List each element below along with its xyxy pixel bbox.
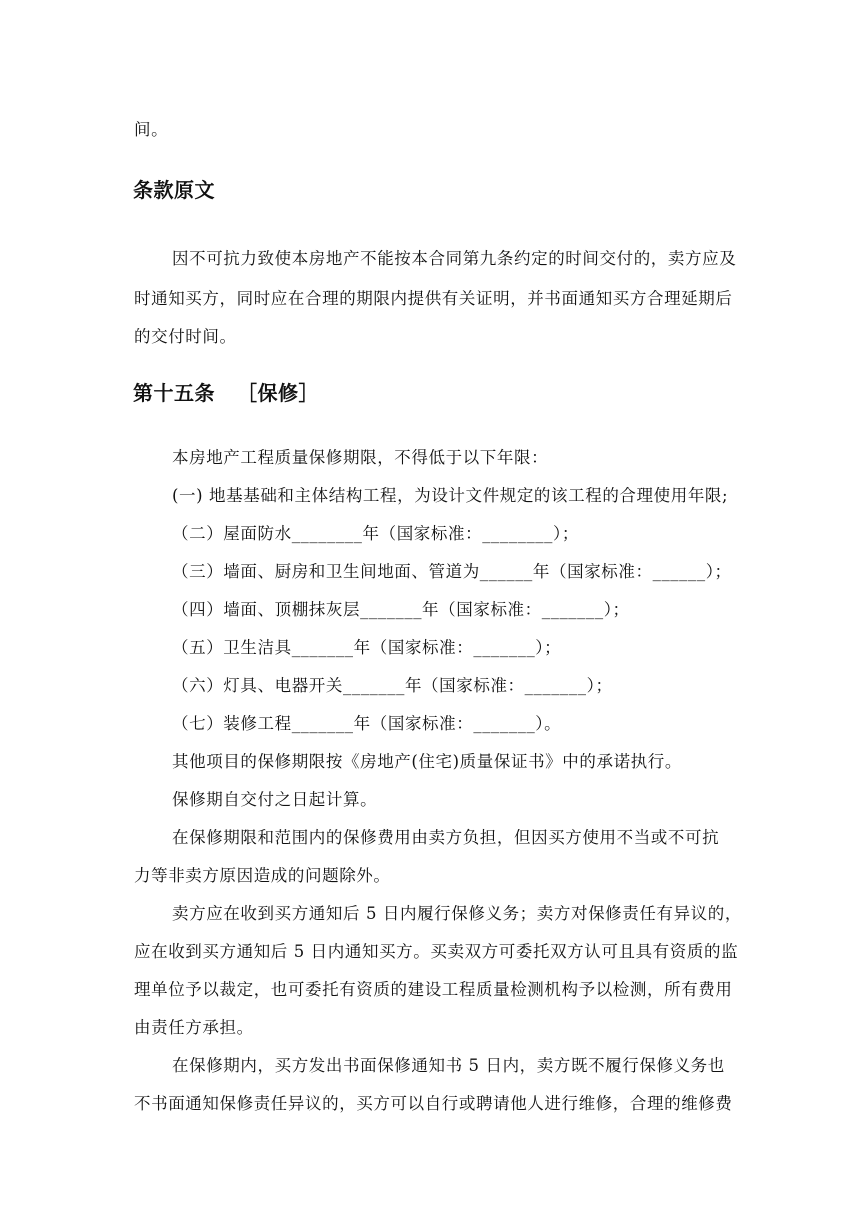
seller-paragraph-line: 由责任方承担。 [134, 1018, 254, 1037]
cost-paragraph-line: 力等非卖方原因造成的问题除外。 [134, 866, 391, 885]
seller-paragraph-line: 理单位予以裁定，也可委托有资质的建设工程质量检测机构予以检测，所有费用 [134, 980, 733, 999]
clause-paragraph-line: 的交付时间。 [134, 327, 237, 346]
warranty-other-line: 其他项目的保修期限按《房地产(住宅)质量保证书》中的承诺执行。 [172, 752, 682, 771]
warranty-item-line: （五）卫生洁具_______年（国家标准：_______）； [172, 638, 562, 657]
warranty-item-line: （三）墙面、厨房和卫生间地面、管道为______年（国家标准：______）； [172, 562, 732, 581]
warranty-item-line: (一) 地基基础和主体结构工程，为设计文件规定的该工程的合理使用年限; [172, 486, 729, 505]
warranty-item-line: （四）墙面、顶棚抹灰层_______年（国家标准：_______）； [172, 600, 630, 619]
period-paragraph-line: 不书面通知保修责任异议的，买方可以自行或聘请他人进行维修，合理的维修费 [134, 1094, 733, 1113]
warranty-start-line: 保修期自交付之日起计算。 [172, 790, 378, 809]
seller-paragraph-line: 卖方应在收到买方通知后 5 日内履行保修义务；卖方对保修责任有异议的， [172, 904, 742, 923]
article-heading [133, 381, 319, 405]
seller-paragraph-line: 应在收到买方通知后 5 日内通知买方。买卖双方可委托双方认可且具有资质的监 [134, 942, 739, 961]
warranty-item-line: （二）屋面防水________年（国家标准：________）； [172, 524, 579, 543]
intro-tail-text: 间。 [134, 120, 169, 139]
clause-paragraph-line: 因不可抗力致使本房地产不能按本合同第九条约定的时间交付的，卖方应及 [172, 249, 737, 268]
warranty-item-line: （七）装修工程_______年（国家标准：_______）。 [172, 714, 562, 733]
article-title: ［保修］ [237, 381, 319, 405]
warranty-item-line: （六）灯具、电器开关_______年（国家标准：_______）； [172, 676, 613, 695]
clause-heading: 条款原文 [133, 178, 215, 202]
cost-paragraph-line: 在保修期限和范围内的保修费用由卖方负担，但因买方使用不当或不可抗 [172, 828, 720, 847]
warranty-intro-line: 本房地产工程质量保修期限，不得低于以下年限： [172, 448, 549, 467]
period-paragraph-line: 在保修期内，买方发出书面保修通知书 5 日内，卖方既不履行保修义务也 [172, 1056, 725, 1075]
article-number: 第十五条 [133, 381, 215, 405]
clause-paragraph-line: 时通知买方，同时应在合理的期限内提供有关证明，并书面通知买方合理延期后 [134, 289, 733, 308]
